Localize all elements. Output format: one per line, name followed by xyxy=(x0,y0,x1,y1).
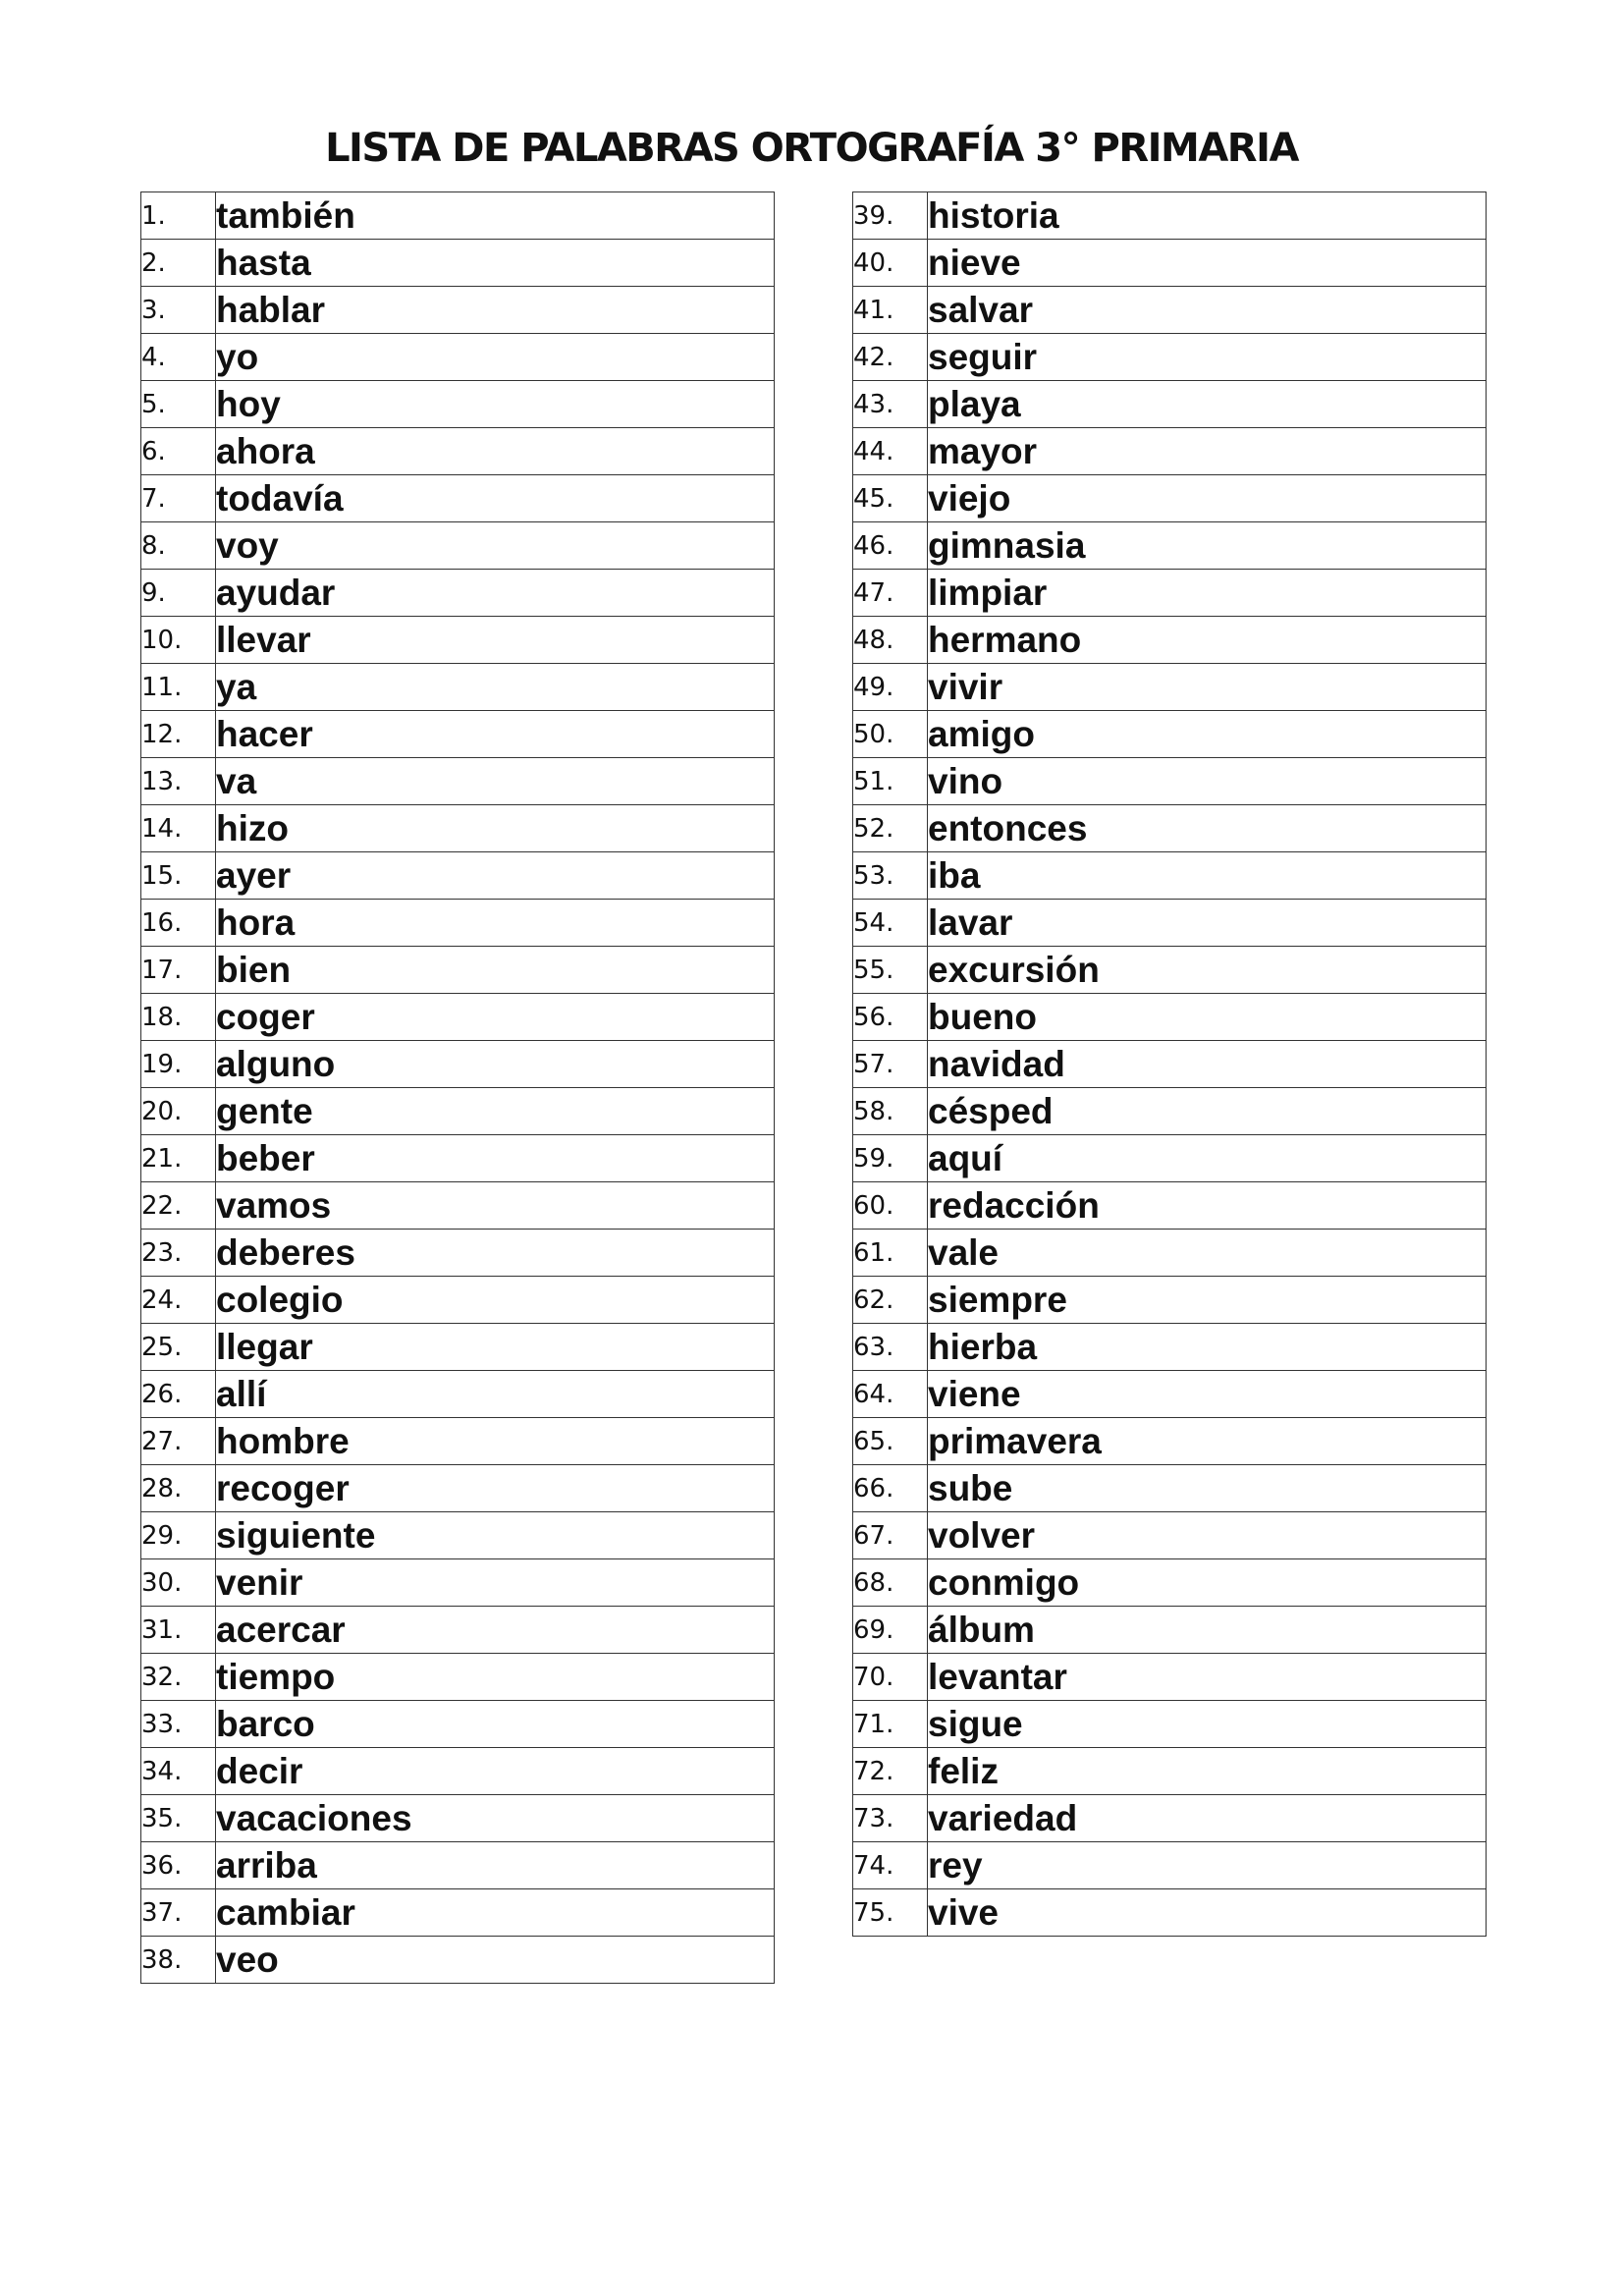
spelling-word: excursión xyxy=(928,947,1487,994)
spelling-word: beber xyxy=(216,1135,775,1182)
spelling-word: ayudar xyxy=(216,570,775,617)
spelling-word: hermano xyxy=(928,617,1487,664)
spelling-word: arriba xyxy=(216,1842,775,1889)
table-row xyxy=(141,1041,775,1088)
table-row xyxy=(141,994,775,1041)
row-number: 2. xyxy=(141,240,216,287)
spelling-word: ayer xyxy=(216,852,775,900)
spelling-word: sube xyxy=(928,1465,1487,1512)
table-row xyxy=(853,240,1487,287)
row-number: 73. xyxy=(853,1795,928,1842)
row-number: 28. xyxy=(141,1465,216,1512)
spelling-word: gente xyxy=(216,1088,775,1135)
table-row xyxy=(853,1607,1487,1654)
spelling-word: navidad xyxy=(928,1041,1487,1088)
row-number: 9. xyxy=(141,570,216,617)
table-row xyxy=(141,1559,775,1607)
spelling-word: vivir xyxy=(928,664,1487,711)
row-number: 23. xyxy=(141,1230,216,1277)
spelling-word: coger xyxy=(216,994,775,1041)
table-row xyxy=(853,1418,1487,1465)
spelling-word: redacción xyxy=(928,1182,1487,1230)
row-number: 58. xyxy=(853,1088,928,1135)
row-number: 8. xyxy=(141,522,216,570)
row-number: 66. xyxy=(853,1465,928,1512)
table-row xyxy=(853,1465,1487,1512)
spelling-word: entonces xyxy=(928,805,1487,852)
table-row xyxy=(853,522,1487,570)
spelling-word: salvar xyxy=(928,287,1487,334)
row-number: 30. xyxy=(141,1559,216,1607)
spelling-word: voy xyxy=(216,522,775,570)
row-number: 15. xyxy=(141,852,216,900)
table-row xyxy=(853,617,1487,664)
spelling-word: lavar xyxy=(928,900,1487,947)
spelling-word: yo xyxy=(216,334,775,381)
spelling-word: hombre xyxy=(216,1418,775,1465)
spelling-word: seguir xyxy=(928,334,1487,381)
row-number: 38. xyxy=(141,1937,216,1984)
table-row xyxy=(853,1277,1487,1324)
word-table-body xyxy=(853,192,1487,1937)
row-number: 46. xyxy=(853,522,928,570)
table-row xyxy=(141,192,775,240)
spelling-word: decir xyxy=(216,1748,775,1795)
table-row xyxy=(853,994,1487,1041)
row-number: 16. xyxy=(141,900,216,947)
spelling-word: hasta xyxy=(216,240,775,287)
spelling-word: sigue xyxy=(928,1701,1487,1748)
row-number: 7. xyxy=(141,475,216,522)
table-row xyxy=(853,805,1487,852)
row-number: 64. xyxy=(853,1371,928,1418)
spelling-word: aquí xyxy=(928,1135,1487,1182)
row-number: 61. xyxy=(853,1230,928,1277)
spelling-word: amigo xyxy=(928,711,1487,758)
row-number: 55. xyxy=(853,947,928,994)
row-number: 4. xyxy=(141,334,216,381)
table-row xyxy=(141,1748,775,1795)
table-row xyxy=(141,664,775,711)
row-number: 48. xyxy=(853,617,928,664)
table-row xyxy=(141,1135,775,1182)
row-number: 33. xyxy=(141,1701,216,1748)
table-row xyxy=(141,805,775,852)
spelling-word: conmigo xyxy=(928,1559,1487,1607)
spelling-word: siguiente xyxy=(216,1512,775,1559)
row-number: 67. xyxy=(853,1512,928,1559)
row-number: 19. xyxy=(141,1041,216,1088)
row-number: 10. xyxy=(141,617,216,664)
table-row xyxy=(853,664,1487,711)
row-number: 59. xyxy=(853,1135,928,1182)
row-number: 43. xyxy=(853,381,928,428)
row-number: 53. xyxy=(853,852,928,900)
row-number: 74. xyxy=(853,1842,928,1889)
spelling-word: hizo xyxy=(216,805,775,852)
spelling-word: cambiar xyxy=(216,1889,775,1937)
spelling-word: playa xyxy=(928,381,1487,428)
table-row xyxy=(141,1465,775,1512)
table-row xyxy=(141,1512,775,1559)
spelling-word: hablar xyxy=(216,287,775,334)
word-table-body xyxy=(141,192,775,1984)
spelling-word: primavera xyxy=(928,1418,1487,1465)
spelling-word: rey xyxy=(928,1842,1487,1889)
spelling-word: vive xyxy=(928,1889,1487,1937)
row-number: 41. xyxy=(853,287,928,334)
row-number: 71. xyxy=(853,1701,928,1748)
table-row xyxy=(141,287,775,334)
table-row xyxy=(853,1701,1487,1748)
table-row xyxy=(853,1371,1487,1418)
table-row xyxy=(141,334,775,381)
spelling-word: ya xyxy=(216,664,775,711)
spelling-word: veo xyxy=(216,1937,775,1984)
table-row xyxy=(853,947,1487,994)
table-row xyxy=(141,1607,775,1654)
spelling-word: allí xyxy=(216,1371,775,1418)
spelling-word: hoy xyxy=(216,381,775,428)
table-row xyxy=(853,900,1487,947)
spelling-word: bueno xyxy=(928,994,1487,1041)
spelling-word: mayor xyxy=(928,428,1487,475)
row-number: 72. xyxy=(853,1748,928,1795)
row-number: 44. xyxy=(853,428,928,475)
row-number: 47. xyxy=(853,570,928,617)
spelling-word: venir xyxy=(216,1559,775,1607)
row-number: 75. xyxy=(853,1889,928,1937)
spelling-word: colegio xyxy=(216,1277,775,1324)
spelling-word: siempre xyxy=(928,1277,1487,1324)
spelling-word: barco xyxy=(216,1701,775,1748)
table-row xyxy=(141,1182,775,1230)
spelling-word: llevar xyxy=(216,617,775,664)
row-number: 3. xyxy=(141,287,216,334)
table-row xyxy=(853,1088,1487,1135)
table-row xyxy=(141,852,775,900)
spelling-word: tiempo xyxy=(216,1654,775,1701)
table-row xyxy=(141,1230,775,1277)
table-row xyxy=(853,711,1487,758)
table-row xyxy=(141,1088,775,1135)
spelling-word: recoger xyxy=(216,1465,775,1512)
table-row xyxy=(853,758,1487,805)
table-row xyxy=(141,1654,775,1701)
table-row xyxy=(853,1842,1487,1889)
spelling-word: álbum xyxy=(928,1607,1487,1654)
spelling-word: acercar xyxy=(216,1607,775,1654)
spelling-word: hierba xyxy=(928,1324,1487,1371)
row-number: 69. xyxy=(853,1607,928,1654)
table-row xyxy=(141,570,775,617)
table-row xyxy=(853,1795,1487,1842)
table-row xyxy=(141,1277,775,1324)
table-row xyxy=(853,334,1487,381)
table-row xyxy=(853,475,1487,522)
spelling-word: hacer xyxy=(216,711,775,758)
table-row xyxy=(853,428,1487,475)
row-number: 34. xyxy=(141,1748,216,1795)
row-number: 12. xyxy=(141,711,216,758)
table-row xyxy=(141,617,775,664)
spelling-word: nieve xyxy=(928,240,1487,287)
spelling-word: historia xyxy=(928,192,1487,240)
table-row xyxy=(141,947,775,994)
table-row xyxy=(853,1230,1487,1277)
spelling-word: césped xyxy=(928,1088,1487,1135)
spelling-word: vacaciones xyxy=(216,1795,775,1842)
row-number: 35. xyxy=(141,1795,216,1842)
spelling-word: todavía xyxy=(216,475,775,522)
row-number: 37. xyxy=(141,1889,216,1937)
table-row xyxy=(853,1041,1487,1088)
table-row xyxy=(853,1559,1487,1607)
table-row xyxy=(853,1889,1487,1937)
row-number: 31. xyxy=(141,1607,216,1654)
row-number: 17. xyxy=(141,947,216,994)
row-number: 6. xyxy=(141,428,216,475)
table-row xyxy=(853,1748,1487,1795)
spelling-word: vale xyxy=(928,1230,1487,1277)
table-row xyxy=(141,711,775,758)
spelling-word: variedad xyxy=(928,1795,1487,1842)
spelling-word: va xyxy=(216,758,775,805)
row-number: 21. xyxy=(141,1135,216,1182)
row-number: 24. xyxy=(141,1277,216,1324)
row-number: 51. xyxy=(853,758,928,805)
row-number: 32. xyxy=(141,1654,216,1701)
spelling-word: ahora xyxy=(216,428,775,475)
spelling-word: hora xyxy=(216,900,775,947)
table-row xyxy=(141,1889,775,1937)
row-number: 63. xyxy=(853,1324,928,1371)
row-number: 54. xyxy=(853,900,928,947)
page-title: LISTA DE PALABRAS ORTOGRAFÍA 3° PRIMARIA xyxy=(325,126,1298,171)
table-row xyxy=(853,1324,1487,1371)
spelling-word: viene xyxy=(928,1371,1487,1418)
table-row xyxy=(141,1371,775,1418)
table-row xyxy=(853,381,1487,428)
table-row xyxy=(141,758,775,805)
row-number: 5. xyxy=(141,381,216,428)
table-row xyxy=(141,1795,775,1842)
spelling-word: vino xyxy=(928,758,1487,805)
row-number: 50. xyxy=(853,711,928,758)
word-table-left xyxy=(140,191,775,1984)
table-row xyxy=(141,475,775,522)
row-number: 49. xyxy=(853,664,928,711)
spelling-word: gimnasia xyxy=(928,522,1487,570)
row-number: 68. xyxy=(853,1559,928,1607)
table-row xyxy=(141,428,775,475)
spelling-word: vamos xyxy=(216,1182,775,1230)
spelling-word: viejo xyxy=(928,475,1487,522)
spelling-word: feliz xyxy=(928,1748,1487,1795)
table-row xyxy=(141,1842,775,1889)
spelling-word: también xyxy=(216,192,775,240)
row-number: 40. xyxy=(853,240,928,287)
row-number: 27. xyxy=(141,1418,216,1465)
row-number: 22. xyxy=(141,1182,216,1230)
table-row xyxy=(141,900,775,947)
row-number: 14. xyxy=(141,805,216,852)
row-number: 26. xyxy=(141,1371,216,1418)
row-number: 56. xyxy=(853,994,928,1041)
table-row xyxy=(141,522,775,570)
row-number: 52. xyxy=(853,805,928,852)
row-number: 42. xyxy=(853,334,928,381)
table-row xyxy=(141,240,775,287)
row-number: 45. xyxy=(853,475,928,522)
row-number: 1. xyxy=(141,192,216,240)
row-number: 60. xyxy=(853,1182,928,1230)
spelling-word: deberes xyxy=(216,1230,775,1277)
table-row xyxy=(853,192,1487,240)
table-row xyxy=(853,287,1487,334)
spelling-word: levantar xyxy=(928,1654,1487,1701)
spelling-word: llegar xyxy=(216,1324,775,1371)
table-row xyxy=(141,1418,775,1465)
table-row xyxy=(853,1512,1487,1559)
table-row xyxy=(853,570,1487,617)
spelling-word: limpiar xyxy=(928,570,1487,617)
row-number: 11. xyxy=(141,664,216,711)
spelling-word: bien xyxy=(216,947,775,994)
row-number: 65. xyxy=(853,1418,928,1465)
spelling-word: volver xyxy=(928,1512,1487,1559)
table-row xyxy=(853,1654,1487,1701)
row-number: 57. xyxy=(853,1041,928,1088)
table-row xyxy=(853,1135,1487,1182)
word-table-right xyxy=(852,191,1487,1937)
row-number: 18. xyxy=(141,994,216,1041)
table-row xyxy=(853,1182,1487,1230)
row-number: 13. xyxy=(141,758,216,805)
table-row xyxy=(853,852,1487,900)
row-number: 62. xyxy=(853,1277,928,1324)
row-number: 20. xyxy=(141,1088,216,1135)
table-row xyxy=(141,1701,775,1748)
row-number: 25. xyxy=(141,1324,216,1371)
row-number: 29. xyxy=(141,1512,216,1559)
row-number: 39. xyxy=(853,192,928,240)
spelling-word: alguno xyxy=(216,1041,775,1088)
table-row xyxy=(141,381,775,428)
table-row xyxy=(141,1324,775,1371)
spelling-word: iba xyxy=(928,852,1487,900)
row-number: 70. xyxy=(853,1654,928,1701)
row-number: 36. xyxy=(141,1842,216,1889)
table-row xyxy=(141,1937,775,1984)
